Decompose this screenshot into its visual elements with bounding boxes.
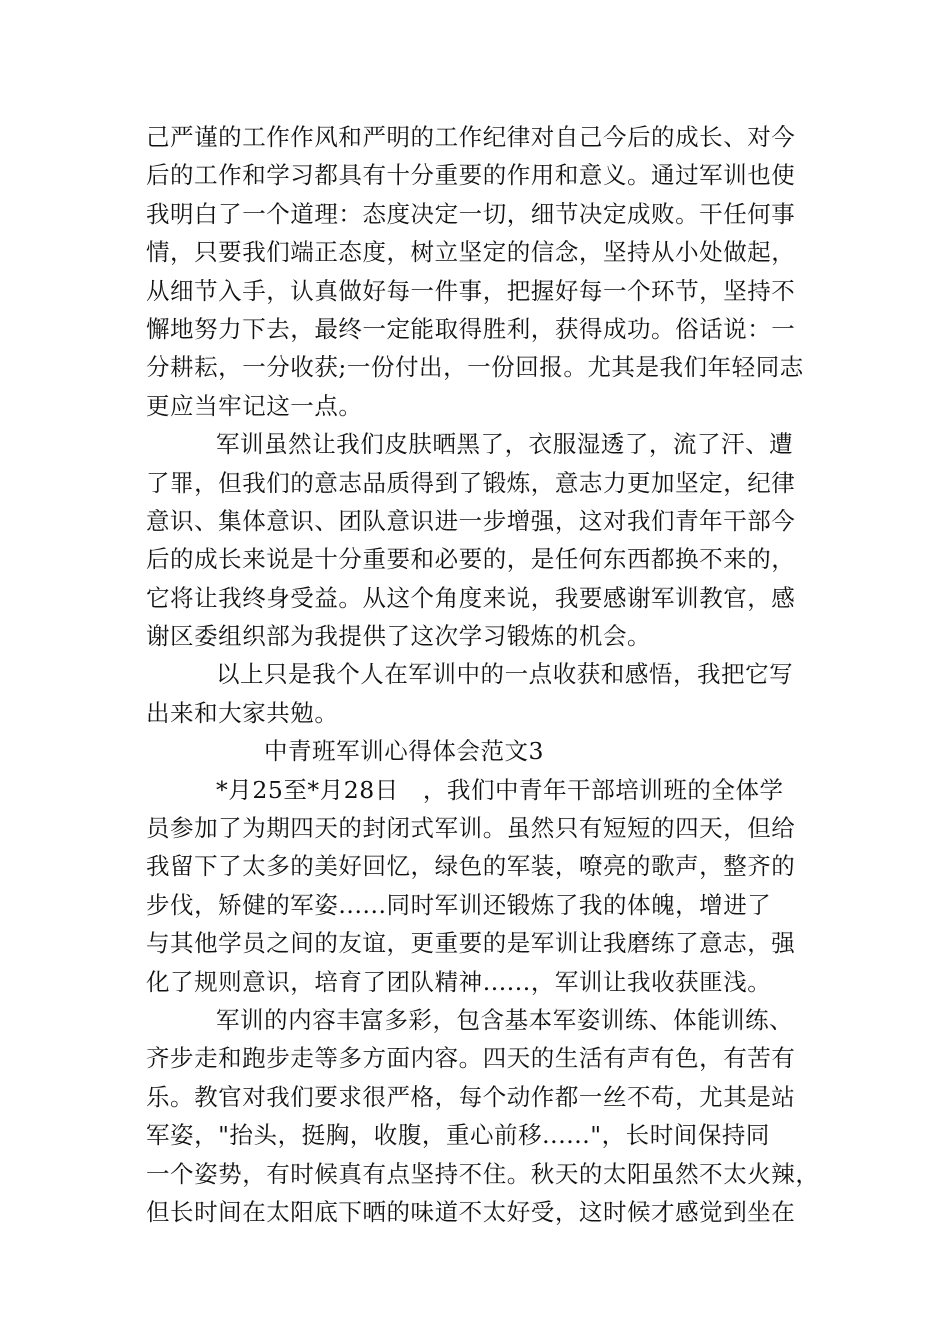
text-line: 军训虽然让我们皮肤晒黑了，衣服湿透了，流了汗、遭: [216, 430, 794, 459]
text-line: 懈地努力下去，最终一定能取得胜利，获得成功。俗话说：一: [146, 314, 796, 343]
paragraph: [146, 118, 806, 425]
text-line: 分耕耘，一分收获;一份付出，一份回报。尤其是我们年轻同志: [146, 353, 804, 382]
text-line: 我留下了太多的美好回忆，绿色的军装，嘹亮的歌声，整齐的: [146, 852, 796, 881]
text-line: 乐。教官对我们要求很严格，每个动作都一丝不苟，尤其是站: [146, 1082, 796, 1111]
text-line: 它将让我终身受益。从这个角度来说，我要感谢军训教官，感: [146, 583, 796, 612]
text-line: 了罪，但我们的意志品质得到了锻炼，意志力更加坚定，纪律: [146, 468, 796, 497]
text-line: 军训的内容丰富多彩，包含基本军姿训练、体能训练、: [216, 1005, 794, 1034]
text-line: 意识、集体意识、团队意识进一步增强，这对我们青年干部今: [146, 506, 796, 535]
text-line: 从细节入手，认真做好每一件事，把握好每一个环节，坚持不: [146, 276, 796, 305]
paragraph: [146, 655, 806, 732]
text-line: 军姿，"抬头，挺胸，收腹，重心前移......"，长时间保持同: [146, 1121, 770, 1150]
text-line: 但长时间在太阳底下晒的味道不太好受，这时候才感觉到坐在: [146, 1197, 796, 1226]
text-line: 后的工作和学习都具有十分重要的作用和意义。通过军训也使: [146, 161, 796, 190]
text-line: 谢区委组织部为我提供了这次学习锻炼的机会。: [146, 622, 652, 651]
text-line: 以上只是我个人在军训中的一点收获和感悟，我把它写: [216, 660, 794, 689]
paragraph: [146, 425, 806, 655]
text-line: 与其他学员之间的友谊，更重要的是军训让我磨练了意志，强: [146, 929, 796, 958]
text-line: 步伐，矫健的军姿......同时军训还锻炼了我的体魄，增进了: [146, 890, 772, 919]
text-line: 员参加了为期四天的封闭式军训。虽然只有短短的四天，但给: [146, 814, 796, 843]
section-heading: [146, 732, 806, 770]
text-line: 情，只要我们端正态度，树立坚定的信念，坚持从小处做起，: [146, 238, 796, 267]
text-line: 出来和大家共勉。: [146, 698, 339, 727]
text-line: 我明白了一个道理：态度决定一切，细节决定成败。干任何事: [146, 199, 796, 228]
text-line: 后的成长来说是十分重要和必要的，是任何东西都换不来的，: [146, 545, 796, 574]
text-line: 一个姿势，有时候真有点坚持不住。秋天的太阳虽然不太火辣，: [146, 1159, 820, 1188]
text-line: *月25至*月28日 ，我们中青年干部培训班的全体学: [216, 775, 784, 804]
section-title: 中青班军训心得体会范文3: [264, 737, 545, 766]
paragraph: [146, 771, 806, 1001]
text-line: 齐步走和跑步走等多方面内容。四天的生活有声有色，有苦有: [146, 1044, 796, 1073]
document-body: [146, 118, 820, 1231]
text-line: 己严谨的工作作风和严明的工作纪律对自己今后的成长、对今: [146, 123, 796, 151]
paragraph: [146, 1001, 820, 1231]
text-line: 化了规则意识，培育了团队精神......，军训让我收获匪浅。: [146, 967, 772, 996]
text-line: 更应当牢记这一点。: [146, 391, 363, 420]
